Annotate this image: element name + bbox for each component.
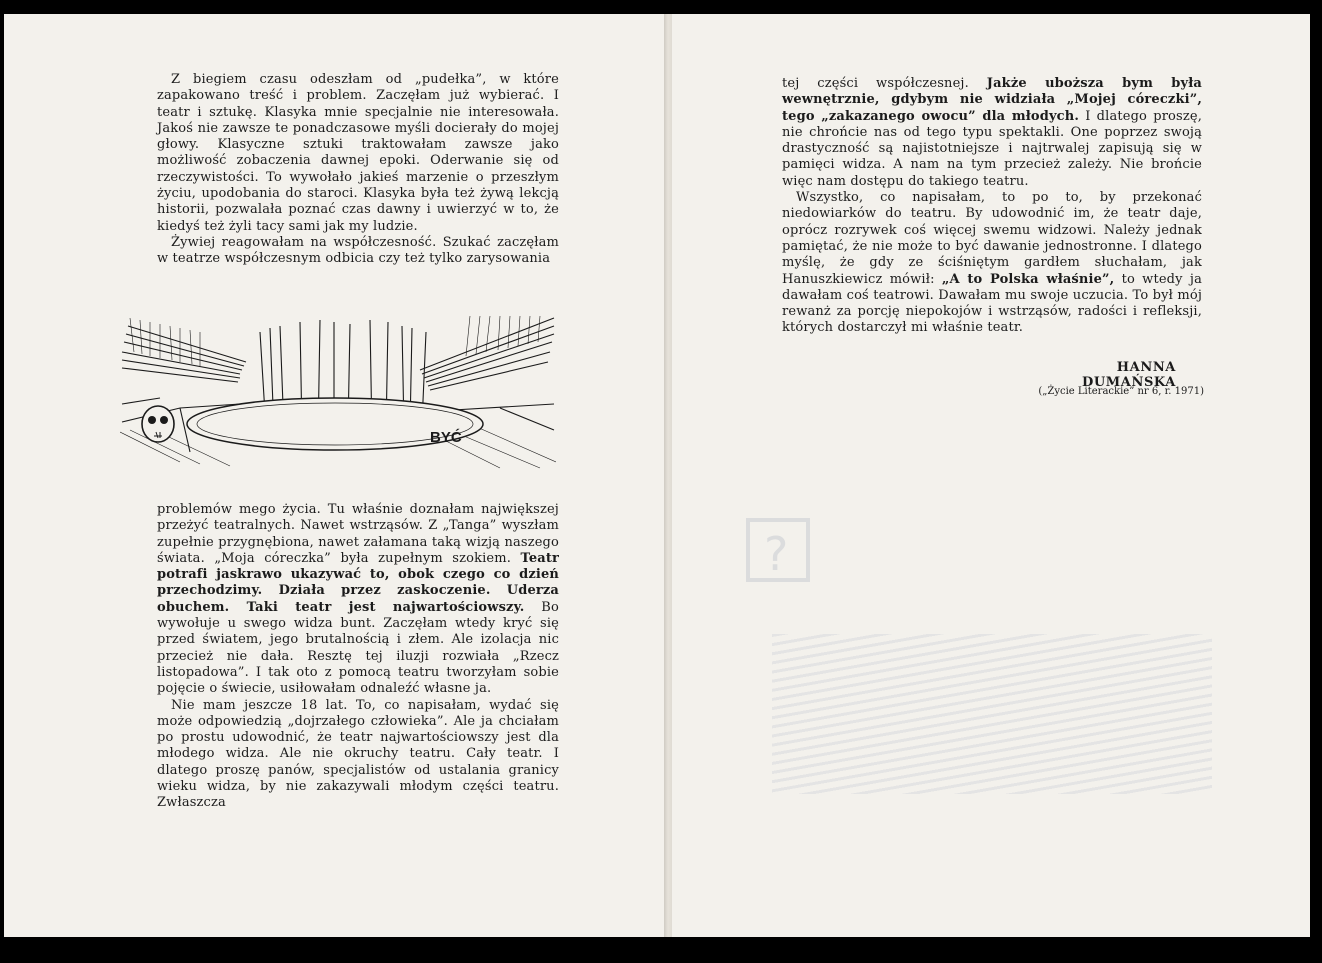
paragraph: Żywiej reagowałam na współczesność. Szukać zaczęłam w teatrze współczesnym odbicia czy też tylko zarysowania: [157, 234, 559, 267]
illustration-caption: BYĆ: [430, 429, 462, 446]
paragraph: tej części współczesnej. Jakże uboższa bym była wewnętrznie, gdybym nie widziała „Mojej córeczki”, tego „zakazanego owocu” dla młodych. I dlatego proszę, nie chrońcie nas od tego typu spektakli. One poprzez swoją drastyczność są najistotniejsze i najtrwalej zapisują się w pamięci widza. A nam na tym przecież zależy. Nie brońcie więc nam dostępu do takiego teatru.: [782, 76, 1202, 189]
author-signature: HANNA DUMAŃSKA: [1081, 360, 1176, 390]
left-top-text: [157, 72, 559, 268]
show-through-illustration: [772, 634, 1212, 794]
source-citation: („Życie Literackie” nr 6, r. 1971): [1038, 386, 1204, 397]
right-text: [782, 76, 1202, 337]
left-bottom-text: [157, 502, 559, 812]
theatre-stage-illustration: [120, 312, 556, 470]
paragraph: Wszystko, co napisałam, to po to, by przekonać niedowiarków do teatru. By udowodnić im, że teatr daje, oprócz rozrywek coś więcej swemu widzowi. Należy jednak pamiętać, że nie może to być dawanie jednostronne. I dlatego myślę, że gdy ze ściśniętym gardłem słuchałam, jak Hanuszkiewicz mówił: „A to Polska właśnie”, to wtedy ja dawałam coś teatrowi. Dawałam mu swoje uczucia. To był mój rewanż za porcję niepokojów i wstrząsów, radości i refleksji, których dostarczył mi właśnie teatr.: [782, 190, 1202, 336]
paragraph: Z biegiem czasu odeszłam od „pudełka”, w które zapakowano treść i problem. Zaczęłam już wybierać. I teatr i sztukę. Klasyka mnie specjalnie nie interesowała. Jakoś nie zawsze te ponadczasowe myśli docierały do mojej głowy. Klasyczne sztuki traktowałam zawsze jako możliwość zobaczenia dawnej epoki. Oderwanie się od rzeczywistości. To wywołało jakieś marzenie o przeszłym życiu, upodobania do staroci. Klasyka była też żywą lekcją historii, pozwalała poznać czas dawny i uwierzyć w to, że kiedyś też żyli tacy sami jak my ludzie.: [157, 72, 559, 234]
show-through-question-icon: [742, 514, 822, 594]
skull-icon: [142, 406, 174, 442]
paragraph: problemów mego życia. Tu właśnie doznałam największej przeżyć teatralnych. Nawet wstrząsów. Z „Tanga” wyszłam zupełnie przygnębiona, nawet załamana taką wizją naszego świata. „Moja córeczka” była zupełnym szokiem. Teatr potrafi jaskrawo ukazywać to, obok czego co dzień przechodzimy. Działa przez zaskoczenie. Uderza obuchem. Taki teatr jest najwartościowszy. Bo wywołuje u swego widza bunt. Zaczęłam wtedy kryć się przed światem, jego brutalnością i złem. Ale izolacja nic przecież nie dała. Resztę tej iluzji rozwiała „Rzecz listopadowa”. I tak oto z pomocą teatru tworzyłam sobie pojęcie o świecie, usiłowałam odnaleźć własne ja.: [157, 502, 559, 697]
svg-text:?: ?: [764, 527, 789, 581]
right-page: [672, 14, 1310, 937]
left-page: [4, 14, 666, 937]
paragraph: Nie mam jeszcze 18 lat. To, co napisałam, wydać się może odpowiedzią „dojrzałego człowieka”. Ale ja chciałam po prostu udowodnić, że teatr najwartościowszy jest dla młodego widza. Ale nie okruchy teatru. Cały teatr. I dlatego proszę panów, specjalistów od ustalania granicy wieku widza, by nie zakazywali młodym części teatru. Zwłaszcza: [157, 697, 559, 811]
